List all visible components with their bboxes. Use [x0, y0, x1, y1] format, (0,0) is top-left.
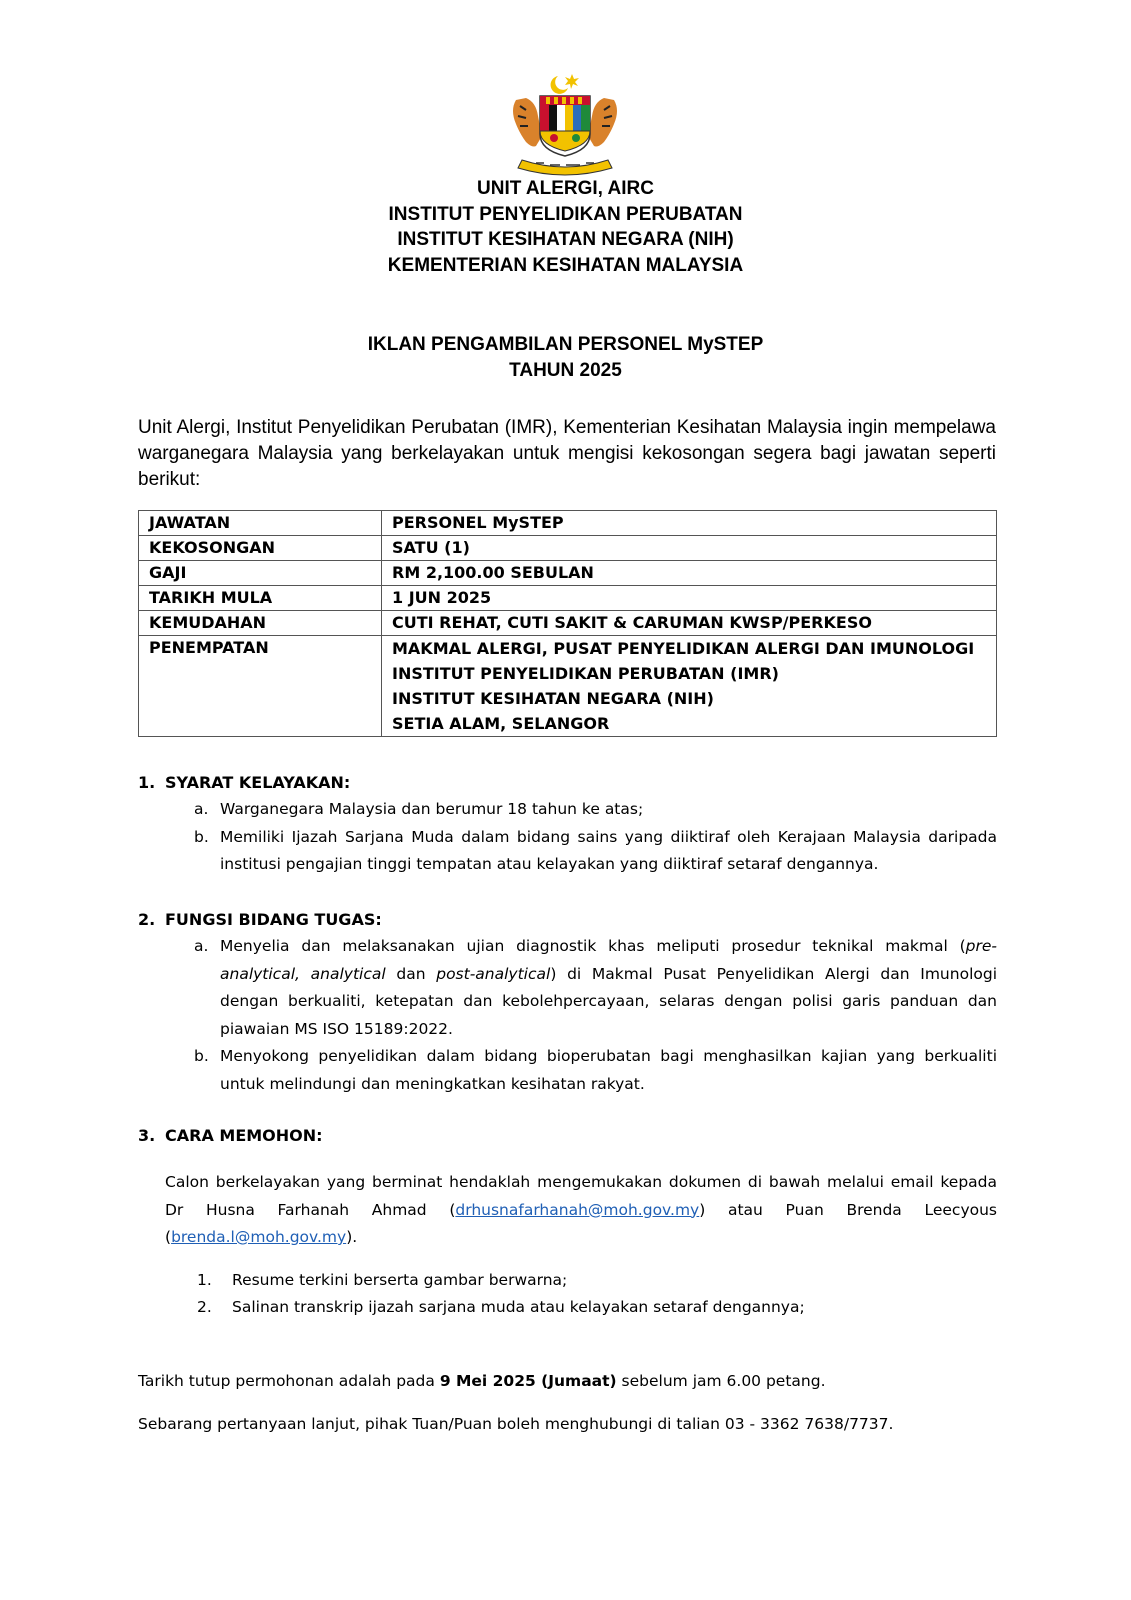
- institution-header: [0, 176, 1131, 278]
- item-number: 2.: [197, 1298, 212, 1316]
- placement-line: INSTITUT PENYELIDIKAN PERUBATAN (IMR): [392, 664, 779, 683]
- ad-title-line-2: TAHUN 2025: [509, 359, 622, 381]
- malaysia-coat-of-arms-icon: [506, 70, 624, 178]
- list-item: [197, 1294, 997, 1321]
- table-row: [139, 611, 997, 636]
- table-key: KEMUDAHAN: [139, 611, 382, 636]
- header-line-3: INSTITUT KESIHATAN NEGARA (NIH): [397, 229, 734, 250]
- item-letter: a.: [194, 800, 209, 818]
- table-value: PERSONEL MySTEP: [382, 511, 997, 536]
- document-list: [197, 1267, 997, 1321]
- item-text-part: ) di Makmal Pusat Penyelidikan Alergi dan Imunologi dengan berkualiti, ketepatan dan kebolehpercayaan, selaras dengan polisi garis panduan dan piawaian MS ISO 15189:2022.: [220, 964, 997, 1038]
- section-2-items: [194, 933, 997, 1098]
- table-key: JAWATAN: [139, 511, 382, 536]
- application-paragraph: [165, 1169, 997, 1252]
- table-value: RM 2,100.00 SEBULAN: [382, 561, 997, 586]
- section-number: 1.: [138, 773, 156, 792]
- table-row: [139, 561, 997, 586]
- table-row: [139, 536, 997, 561]
- list-item: [194, 1043, 997, 1098]
- table-value: CUTI REHAT, CUTI SAKIT & CARUMAN KWSP/PERKESO: [382, 611, 997, 636]
- closing-date: [138, 1368, 998, 1394]
- table-key: PENEMPATAN: [139, 636, 382, 737]
- item-text: Memiliki Ijazah Sarjana Muda dalam bidang sains yang diiktiraf oleh Kerajaan Malaysia daripada institusi pengajian tinggi tempatan atau kelayakan yang diiktiraf setaraf dengannya.: [220, 827, 997, 873]
- para-text: ).: [346, 1228, 358, 1246]
- list-item: [197, 1267, 997, 1294]
- para-text: Calon berkelayakan yang berminat hendaklah mengemukakan dokumen di bawah melalui email kepada Dr Husna Farhanah Ahmad (: [165, 1173, 997, 1219]
- list-item: [194, 824, 997, 879]
- item-text-italic: pre-analytical, analytical: [220, 937, 997, 983]
- placement-line: MAKMAL ALERGI, PUSAT PENYELIDIKAN ALERGI DAN IMUNOLOGI: [392, 639, 975, 658]
- list-item: [194, 796, 997, 824]
- header-line-1: UNIT ALERGI, AIRC: [477, 178, 654, 199]
- section-heading: FUNGSI BIDANG TUGAS:: [165, 910, 382, 929]
- section-1-items: [194, 796, 997, 879]
- item-letter: a.: [194, 937, 209, 955]
- header-line-2: INSTITUT PENYELIDIKAN PERUBATAN: [388, 203, 743, 225]
- section-heading: CARA MEMOHON:: [165, 1126, 323, 1145]
- item-text-part: Menyelia dan melaksanakan ujian diagnostik khas meliputi prosedur teknikal makmal (: [220, 937, 966, 955]
- item-text: Salinan transkrip ijazah sarjana muda atau kelayakan setaraf dengannya;: [232, 1298, 805, 1316]
- header-line-4: KEMENTERIAN KESIHATAN MALAYSIA: [387, 254, 744, 276]
- table-row-placement: [139, 636, 997, 737]
- section-3-title: [138, 1124, 323, 1148]
- item-text-italic: post-analytical: [436, 964, 551, 983]
- section-number: 3.: [138, 1126, 156, 1145]
- table-key: KEKOSONGAN: [139, 536, 382, 561]
- item-text-part: dan: [385, 964, 437, 983]
- contact-line: Sebarang pertanyaan lanjut, pihak Tuan/Puan boleh menghubungi di talian 03 - 3362 7638/7737.: [138, 1415, 894, 1433]
- item-number: 1.: [197, 1271, 212, 1289]
- placement-line: INSTITUT KESIHATAN NEGARA (NIH): [392, 689, 714, 708]
- ad-title-line-1: IKLAN PENGAMBILAN PERSONEL MySTEP: [367, 334, 764, 355]
- advertisement-title: [0, 332, 1131, 383]
- table-value: SATU (1): [382, 536, 997, 561]
- table-row: [139, 511, 997, 536]
- intro-paragraph: Unit Alergi, Institut Penyelidikan Perubatan (IMR), Kementerian Kesihatan Malaysia ingin mempelawa warganegara Malaysia yang berkelayakan untuk mengisi kekosongan segera bagi jawatan seperti berikut:: [138, 417, 996, 490]
- table-key: GAJI: [139, 561, 382, 586]
- section-2-title: [138, 908, 382, 932]
- item-letter: b.: [194, 1047, 209, 1065]
- closing-text: Tarikh tutup permohonan adalah pada: [138, 1372, 440, 1390]
- item-text: Resume terkini berserta gambar berwarna;: [232, 1271, 568, 1289]
- email-link-brenda[interactable]: brenda.l@moh.gov.my: [171, 1228, 347, 1246]
- section-1-title: [138, 771, 350, 795]
- item-text: Menyokong penyelidikan dalam bidang bioperubatan bagi menghasilkan kajian yang berkualiti untuk melindungi dan meningkatkan kesihatan rakyat.: [220, 1047, 997, 1093]
- placement-line: SETIA ALAM, SELANGOR: [392, 714, 610, 733]
- list-item: [194, 933, 997, 1043]
- item-letter: b.: [194, 827, 209, 846]
- item-text: Warganegara Malaysia dan berumur 18 tahun ke atas;: [220, 800, 644, 818]
- para-text: ) atau Puan Brenda Leecyous (: [165, 1200, 997, 1246]
- email-link-husna[interactable]: drhusnafarhanah@moh.gov.my: [455, 1200, 700, 1219]
- closing-text: sebelum jam 6.00 petang.: [616, 1372, 826, 1390]
- section-heading: SYARAT KELAYAKAN:: [165, 773, 351, 792]
- table-value-placement: [382, 636, 997, 737]
- closing-date-bold: 9 Mei 2025 (Jumaat): [439, 1372, 617, 1390]
- table-value: 1 JUN 2025: [382, 586, 997, 611]
- section-number: 2.: [138, 910, 156, 929]
- table-row: [139, 586, 997, 611]
- table-key: TARIKH MULA: [139, 586, 382, 611]
- position-info-table: [138, 510, 997, 737]
